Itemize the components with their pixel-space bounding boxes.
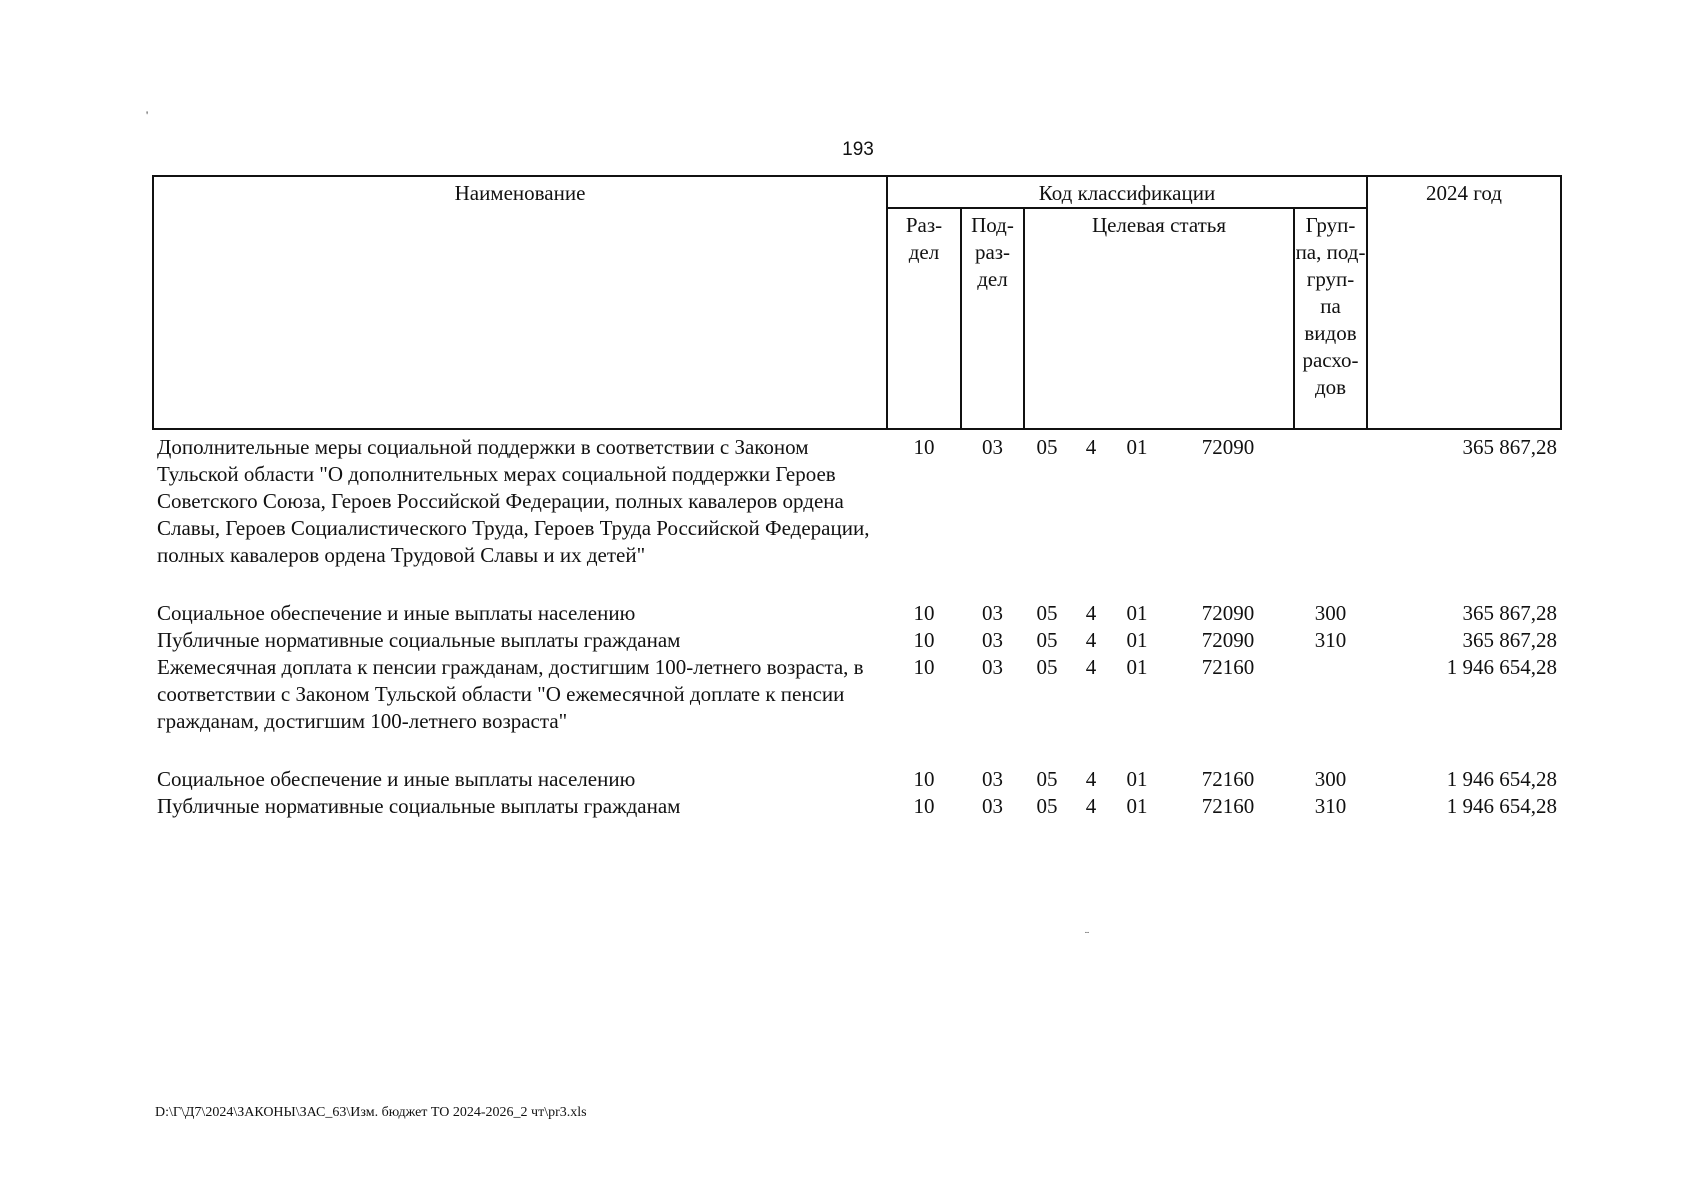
row-target-type: 4 <box>1085 435 1097 459</box>
row-amount: 365 867,28 <box>1462 601 1558 625</box>
row-target-program: 05 <box>1036 601 1058 625</box>
row-target-direction: 72160 <box>1201 767 1255 791</box>
header-section: Раз- дел <box>887 208 961 429</box>
row-target-complex: 01 <box>1126 435 1148 459</box>
row-target-complex: 01 <box>1126 794 1148 818</box>
row-target-direction: 72160 <box>1201 655 1255 679</box>
row-subsection: 03 <box>982 435 1003 459</box>
row-name: Публичные нормативные социальные выплаты гражданам <box>157 794 681 818</box>
row-amount: 365 867,28 <box>1462 628 1558 652</box>
table-row <box>153 654 1561 766</box>
row-name: Дополнительные меры социальной поддержки в соответствии с Законом Тульской области "О дополнительных мерах социальной поддержки Героев Советского Союза, Героев Российской Федерации, полных кавалеров ордена Славы, Героев Социалистического Труда, Героев Труда Российской Федерации, полных кавалеров ордена Трудовой Славы и их детей" <box>157 435 870 567</box>
table-row <box>153 793 1561 820</box>
table-row <box>153 429 1561 600</box>
row-subsection: 03 <box>982 767 1003 791</box>
row-section: 10 <box>913 435 935 459</box>
row-target-complex: 01 <box>1126 767 1148 791</box>
row-target-direction: 72090 <box>1201 601 1255 625</box>
row-name: Социальное обеспечение и иные выплаты населению <box>157 767 636 791</box>
header-subsection: Под- раз- дел <box>961 208 1024 429</box>
row-target-type: 4 <box>1085 767 1097 791</box>
row-target-type: 4 <box>1085 601 1097 625</box>
row-target-type: 4 <box>1085 655 1097 679</box>
row-target-program: 05 <box>1036 767 1058 791</box>
header-expense-group: Груп- па, под- груп- па видов расхо- дов <box>1294 208 1367 429</box>
row-target-complex: 01 <box>1126 655 1148 679</box>
header-classification: Код классификации <box>887 176 1367 208</box>
row-expense-group: 310 <box>1314 628 1347 652</box>
row-target-type: 4 <box>1085 794 1097 818</box>
table-row <box>153 627 1561 654</box>
row-target-direction: 72090 <box>1201 435 1255 459</box>
row-amount: 1 946 654,28 <box>1446 655 1558 679</box>
footer-file-path: D:\Г\Д7\2024\ЗАКОНЫ\ЗАС_63\Изм. бюджет ТО 2024-2026_2 чт\pr3.xls <box>155 1105 587 1120</box>
header-target-article: Целевая статья <box>1024 208 1294 429</box>
row-target-program: 05 <box>1036 435 1058 459</box>
row-name: Публичные нормативные социальные выплаты гражданам <box>157 628 681 652</box>
row-target-direction: 72160 <box>1201 794 1255 818</box>
stray-mark: ' <box>146 108 149 122</box>
table-row <box>153 600 1561 627</box>
row-amount: 1 946 654,28 <box>1446 767 1558 791</box>
row-subsection: 03 <box>982 655 1003 679</box>
row-name: Ежемесячная доплата к пенсии гражданам, достигшим 100-летнего возраста, в соответствии с Законом Тульской области "О ежемесячной доплате к пенсии гражданам, достигшим 100-летнего возраста" <box>157 655 864 733</box>
table-row <box>153 766 1561 793</box>
row-target-direction: 72090 <box>1201 628 1255 652</box>
row-subsection: 03 <box>982 628 1003 652</box>
row-section: 10 <box>913 628 935 652</box>
row-target-program: 05 <box>1036 628 1058 652</box>
row-section: 10 <box>913 767 935 791</box>
row-section: 10 <box>913 794 935 818</box>
row-section: 10 <box>913 655 935 679</box>
row-subsection: 03 <box>982 794 1003 818</box>
header-name: Наименование <box>153 176 887 429</box>
page-number: 193 <box>842 139 874 160</box>
budget-table <box>152 175 1562 820</box>
row-amount: 1 946 654,28 <box>1446 794 1558 818</box>
row-name: Социальное обеспечение и иные выплаты населению <box>157 601 636 625</box>
row-target-complex: 01 <box>1126 601 1148 625</box>
row-expense-group <box>1294 429 1367 600</box>
row-target-complex: 01 <box>1126 628 1148 652</box>
row-amount: 365 867,28 <box>1462 435 1558 459</box>
row-expense-group: 300 <box>1314 767 1347 791</box>
header-year: 2024 год <box>1367 176 1561 429</box>
row-target-program: 05 <box>1036 655 1058 679</box>
row-target-type: 4 <box>1085 628 1097 652</box>
row-target-program: 05 <box>1036 794 1058 818</box>
row-section: 10 <box>913 601 935 625</box>
stray-mark: ¨ <box>1085 928 1089 942</box>
row-subsection: 03 <box>982 601 1003 625</box>
row-expense-group: 300 <box>1314 601 1347 625</box>
row-expense-group <box>1294 654 1367 766</box>
row-expense-group: 310 <box>1314 794 1347 818</box>
